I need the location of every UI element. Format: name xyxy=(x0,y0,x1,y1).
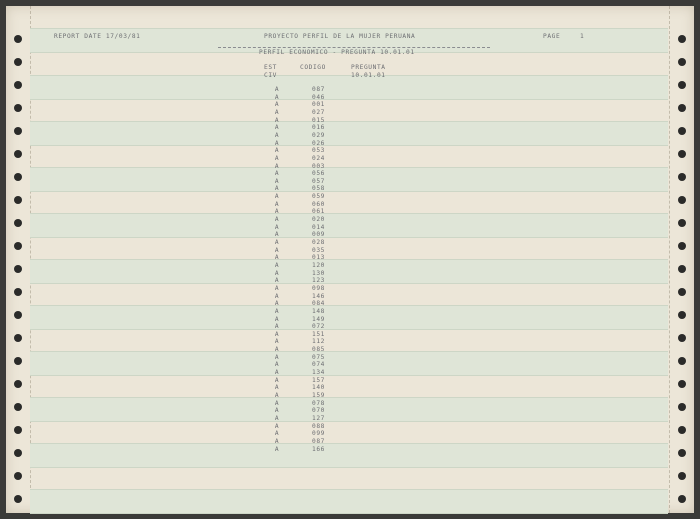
sprocket-hole xyxy=(678,426,686,434)
est-civ-cell: A xyxy=(274,430,280,438)
sprocket-hole xyxy=(14,472,22,480)
sprocket-hole xyxy=(14,242,22,250)
codigo-cell: 151 xyxy=(312,330,325,338)
est-civ-cell: A xyxy=(274,338,280,346)
est-civ-cell: A xyxy=(274,131,280,139)
est-civ-cell: A xyxy=(274,307,280,315)
est-civ-cell: A xyxy=(274,422,280,430)
sprocket-hole xyxy=(678,150,686,158)
est-civ-cell: A xyxy=(274,369,280,377)
codigo-cell: 148 xyxy=(312,307,325,315)
page-label: PAGE xyxy=(543,33,561,40)
codigo-cell: 085 xyxy=(312,346,325,354)
sprocket-hole xyxy=(14,495,22,503)
sprocket-hole xyxy=(14,196,22,204)
codigo-cell: 130 xyxy=(312,269,325,277)
codigo-cell: 060 xyxy=(312,200,325,208)
codigo-cell: 099 xyxy=(312,430,325,438)
codigo-cell: 074 xyxy=(312,361,325,369)
est-civ-cell: A xyxy=(274,116,280,124)
sprocket-hole xyxy=(678,58,686,66)
est-civ-cell: A xyxy=(274,101,280,109)
est-civ-cell: A xyxy=(274,239,280,246)
sprocket-hole xyxy=(678,495,686,503)
sprocket-hole xyxy=(14,288,22,296)
codigo-cell: 014 xyxy=(312,223,325,231)
est-civ-cell: A xyxy=(274,261,280,269)
greenbar-band xyxy=(30,305,668,330)
sprocket-hole xyxy=(14,265,22,273)
codigo-cell: 120 xyxy=(312,261,325,269)
report-subtitle: PERFIL ECONOMICO - PREGUNTA 10.01.01 xyxy=(259,49,415,56)
greenbar-band xyxy=(30,397,668,422)
sprocket-hole xyxy=(678,35,686,43)
report-date: REPORT DATE 17/03/81 xyxy=(54,33,141,40)
est-civ-cell: A xyxy=(274,315,280,323)
codigo-cell: 024 xyxy=(312,154,325,162)
sprocket-hole xyxy=(678,196,686,204)
sprocket-hole xyxy=(14,35,22,43)
est-civ-cell: A xyxy=(274,292,280,300)
codigo-cell: 056 xyxy=(312,170,325,178)
sprocket-hole xyxy=(14,403,22,411)
est-civ-cell: A xyxy=(274,124,280,132)
sprocket-hole xyxy=(678,173,686,181)
est-civ-cell: A xyxy=(274,185,280,193)
title-underline xyxy=(218,47,490,48)
greenbar-band xyxy=(30,213,668,238)
est-civ-cell: A xyxy=(274,384,280,392)
est-civ-cell: A xyxy=(274,93,280,101)
codigo-cell: 029 xyxy=(312,131,325,139)
sprocket-hole xyxy=(14,81,22,89)
sprocket-hole xyxy=(14,357,22,365)
sprocket-hole xyxy=(14,426,22,434)
codigo-cell: 112 xyxy=(312,338,325,346)
codigo-cell: 088 xyxy=(312,422,325,430)
sprocket-hole xyxy=(678,242,686,250)
codigo-cell: 087 xyxy=(312,437,325,445)
codigo-cell: 061 xyxy=(312,208,325,216)
sprocket-hole xyxy=(678,472,686,480)
codigo-cell: 166 xyxy=(312,445,325,453)
sprocket-hole xyxy=(678,334,686,342)
codigo-cell: 078 xyxy=(312,399,325,407)
sprocket-hole xyxy=(14,58,22,66)
est-civ-cell: A xyxy=(274,323,280,331)
codigo-cell: 016 xyxy=(312,124,325,132)
codigo-cell: 123 xyxy=(312,277,325,285)
codigo-cell: 146 xyxy=(312,292,325,300)
greenbar-band xyxy=(30,121,668,146)
codigo-cell: 098 xyxy=(312,284,325,292)
column-header-est: EST xyxy=(264,64,277,71)
codigo-cell: 149 xyxy=(312,315,325,323)
sprocket-hole xyxy=(14,127,22,135)
greenbar-band xyxy=(30,489,668,514)
est-civ-cell: A xyxy=(274,414,280,422)
est-civ-cell: A xyxy=(274,284,280,292)
codigo-cell: 127 xyxy=(312,414,325,422)
greenbar-band xyxy=(30,259,668,284)
codigo-cell: 053 xyxy=(312,147,325,155)
column-header-civ: CIV xyxy=(264,72,277,79)
est-civ-cell: A xyxy=(274,154,280,162)
est-civ-cell: A xyxy=(274,200,280,208)
est-civ-cell: A xyxy=(274,399,280,407)
sprocket-hole xyxy=(678,81,686,89)
codigo-cell: 035 xyxy=(312,246,325,254)
sprocket-hole xyxy=(678,449,686,457)
codigo-cell: 140 xyxy=(312,384,325,392)
page-number: 1 xyxy=(580,33,585,40)
column-header-pregunta: PREGUNTA xyxy=(351,64,386,71)
column-header-pregunta-code: 10.01.01 xyxy=(351,72,386,79)
est-civ-cell: A xyxy=(274,108,280,116)
codigo-cell: 026 xyxy=(312,139,325,147)
codigo-cell: 057 xyxy=(312,177,325,185)
codigo-cell: 075 xyxy=(312,353,325,361)
greenbar-band xyxy=(30,75,668,100)
est-civ-cell: A xyxy=(274,277,280,285)
sprocket-hole xyxy=(14,104,22,112)
est-civ-cell: A xyxy=(274,216,280,224)
codigo-cell: 020 xyxy=(312,216,325,224)
est-civ-cell: A xyxy=(274,445,280,453)
est-civ-cell: A xyxy=(274,346,280,354)
est-civ-cell: A xyxy=(274,147,280,155)
sprocket-hole xyxy=(678,357,686,365)
sprocket-hole xyxy=(14,311,22,319)
est-civ-cell: A xyxy=(274,223,280,231)
codigo-cell: 058 xyxy=(312,185,325,193)
codigo-cell: 001 xyxy=(312,101,325,109)
est-civ-cell: A xyxy=(274,170,280,178)
sprocket-hole xyxy=(14,449,22,457)
codigo-cell: 009 xyxy=(312,231,325,239)
est-civ-cell: A xyxy=(274,437,280,445)
report-title: PROYECTO PERFIL DE LA MUJER PERUANA xyxy=(264,33,416,40)
sprocket-hole xyxy=(678,288,686,296)
est-civ-cell: A xyxy=(274,300,280,308)
codigo-cell: 070 xyxy=(312,407,325,415)
sprocket-hole xyxy=(14,380,22,388)
est-civ-cell: A xyxy=(274,86,280,93)
codigo-cell: 134 xyxy=(312,369,325,377)
est-civ-cell: A xyxy=(274,177,280,185)
sprocket-hole xyxy=(14,173,22,181)
codigo-cell: 015 xyxy=(312,116,325,124)
greenbar-band xyxy=(30,167,668,192)
est-civ-cell: A xyxy=(274,139,280,147)
est-civ-cell: A xyxy=(274,353,280,361)
sprocket-hole xyxy=(678,311,686,319)
printout-sheet xyxy=(6,6,694,513)
sprocket-hole xyxy=(678,127,686,135)
est-civ-cell: A xyxy=(274,162,280,170)
codigo-cell: 059 xyxy=(312,193,325,201)
est-civ-cell: A xyxy=(274,208,280,216)
codigo-cell: 072 xyxy=(312,323,325,331)
est-civ-cell: A xyxy=(274,392,280,399)
codigo-cell: 003 xyxy=(312,162,325,170)
est-civ-cell: A xyxy=(274,193,280,201)
column-header-codigo: CODIGO xyxy=(300,64,326,71)
est-civ-cell: A xyxy=(274,330,280,338)
sprocket-hole xyxy=(678,219,686,227)
sprocket-hole xyxy=(678,403,686,411)
codigo-cell: 046 xyxy=(312,93,325,101)
sprocket-hole xyxy=(14,150,22,158)
est-civ-cell: A xyxy=(274,231,280,239)
codigo-cell: 028 xyxy=(312,239,325,246)
greenbar-band xyxy=(30,443,668,468)
codigo-cell: 027 xyxy=(312,108,325,116)
sprocket-hole xyxy=(678,380,686,388)
sprocket-hole xyxy=(678,265,686,273)
est-civ-cell: A xyxy=(274,246,280,254)
sprocket-hole xyxy=(678,104,686,112)
greenbar-band xyxy=(30,351,668,376)
sprocket-hole xyxy=(14,334,22,342)
codigo-cell: 084 xyxy=(312,300,325,308)
codigo-cell: 087 xyxy=(312,86,325,93)
est-civ-cell: A xyxy=(274,376,280,384)
codigo-cell: 013 xyxy=(312,254,325,262)
codigo-cell: 159 xyxy=(312,392,325,399)
sprocket-hole xyxy=(14,219,22,227)
est-civ-cell: A xyxy=(274,361,280,369)
est-civ-cell: A xyxy=(274,269,280,277)
est-civ-cell: A xyxy=(274,254,280,262)
codigo-cell: 157 xyxy=(312,376,325,384)
est-civ-cell: A xyxy=(274,407,280,415)
